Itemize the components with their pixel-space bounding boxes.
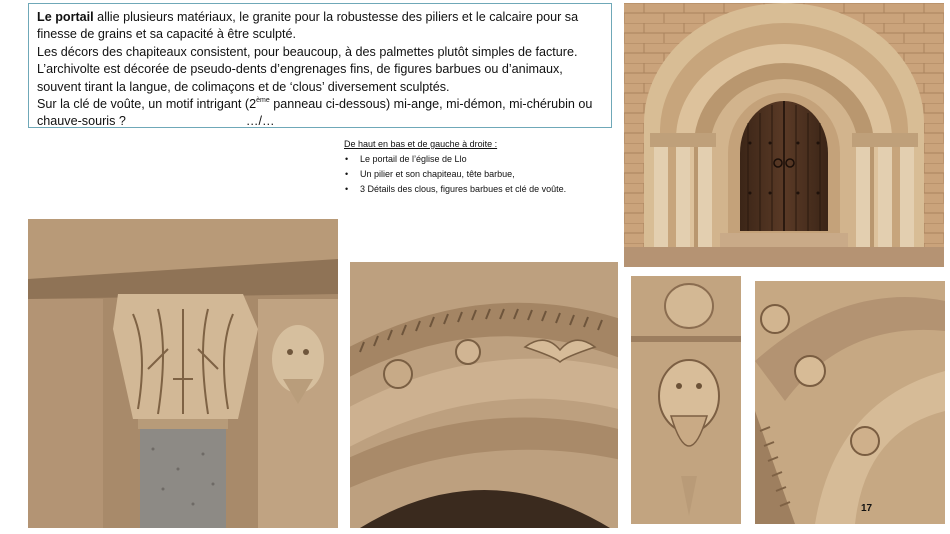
paragraph-3: L’archivolte est décorée de pseudo-dents d’engrenages fins, de figures barbues ou d’animaux, souvent tirant la langue, de colimaçons et de ‘clous’ diversement sculptés.: [37, 62, 563, 94]
intro-text-box: [28, 3, 612, 128]
caption-item: • 3 Détails des clous, figures barbues et clé de voûte.: [356, 182, 624, 197]
photo-archivolt: [350, 262, 618, 528]
photo-portal: [624, 3, 944, 267]
photo-caption: [344, 137, 624, 197]
page-number: 17: [861, 503, 873, 514]
caption-list: [344, 152, 624, 197]
caption-item: • Un pilier et son chapiteau, tête barbue,: [356, 167, 624, 182]
paragraph-2: Les décors des chapiteaux consistent, pour beaucoup, à des palmettes plutôt simples de facture.: [37, 44, 578, 59]
continuation-mark: …/…: [245, 114, 275, 129]
caption-title: De haut en bas et de gauche à droite :: [344, 139, 498, 149]
paragraph-1: [37, 9, 603, 44]
paragraph-4-text-a: Sur la clé de voûte, un motif intrigant (2: [37, 97, 257, 112]
paragraph-4-text-b: panneau ci-dessous) mi-ange, mi-démon, mi-chérubin ou chauve-souris ?: [37, 97, 593, 129]
caption-item: • Le portail de l’église de Llo: [356, 152, 624, 167]
paragraph-4-sup: ème: [256, 97, 270, 105]
photo-capital: [28, 219, 338, 528]
photo-bearded-figure: [631, 276, 741, 524]
paragraph-1-text: allie plusieurs matériaux, le granite pour la robustesse des piliers et le calcaire pour sa finesse de grains et sa capacité à être sculpté.: [37, 10, 579, 42]
paragraph-4: [37, 96, 603, 131]
photo-keystone-detail: [755, 281, 945, 524]
paragraph-1-bold: Le portail: [37, 10, 94, 24]
